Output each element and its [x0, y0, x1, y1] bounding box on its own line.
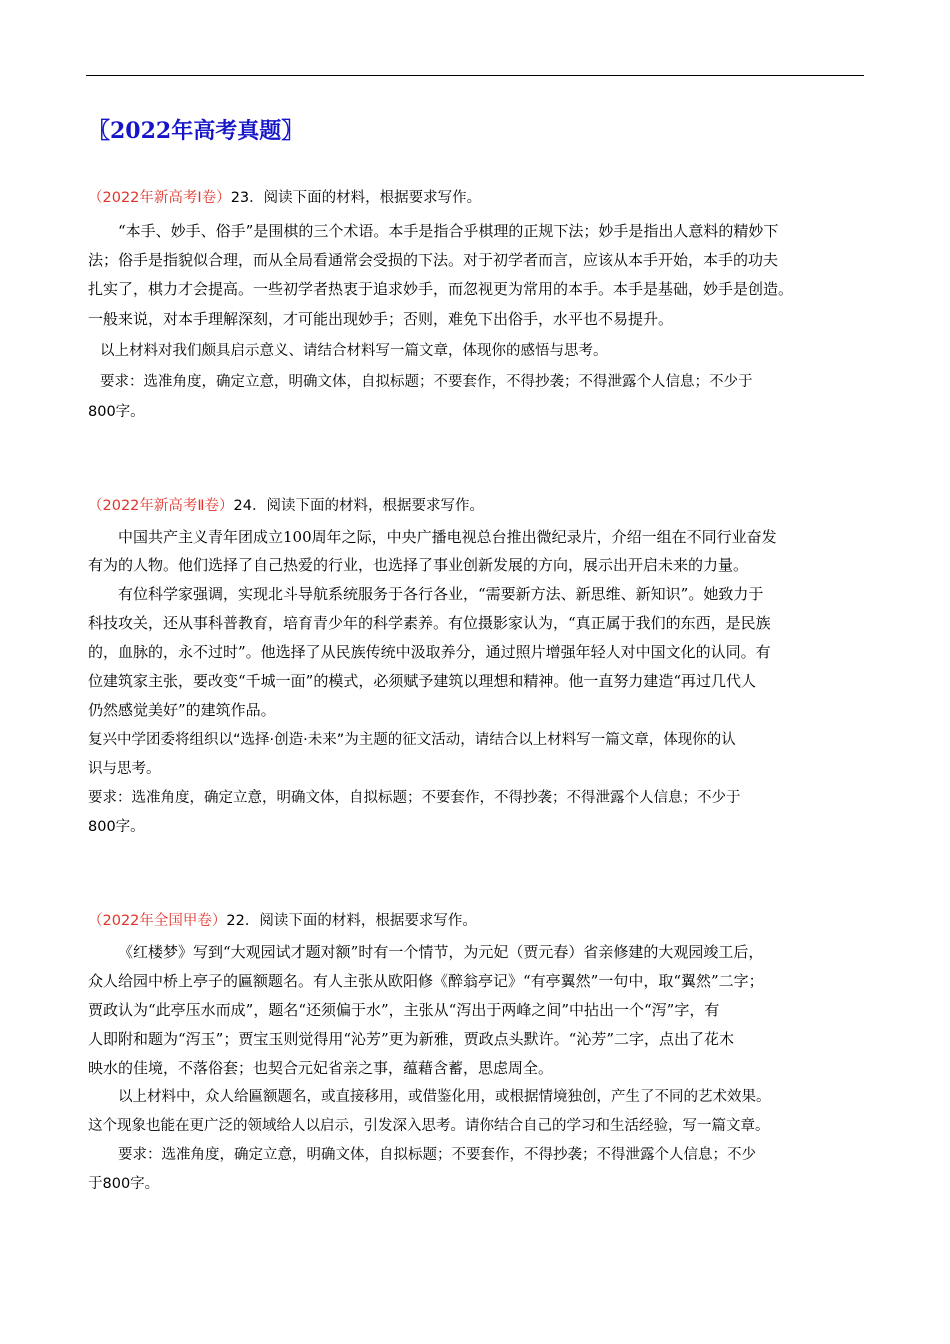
q3-heading-line: [88, 911, 878, 931]
q1-line: 800字。: [88, 404, 145, 420]
q1-line: 扎实了，棋力才会提高。一些初学者热衷于追求妙手，而忽视更为常用的本手。本手是基础，妙手是创造。: [88, 280, 794, 298]
q3-line: 人即附和题为“泻玉”；贾宝玉则觉得用“沁芳”更为新雅，贾政点头默许。“沁芳”二字，点出了花木: [88, 1030, 735, 1048]
q2-source: （2022年新高考Ⅱ卷）: [88, 498, 234, 514]
q2-line: 位建筑家主张，要改变“千城一面”的模式，必须赋予建筑以理想和精神。他一直努力建造“再过几代人: [88, 672, 757, 690]
q2-line: 的，血脉的，永不过时”。他选择了从民族传统中汲取养分，通过照片增强年轻人对中国文化的认同。有: [88, 643, 771, 661]
q3-line: 众人给园中桥上亭子的匾额题名。有人主张从欧阳修《醉翁亭记》“有亭翼然”一句中，取“翼然”二字；: [88, 972, 764, 990]
q3-line: 以上材料中，众人给匾额题名，或直接移用，或借鉴化用，或根据情境独创，产生了不同的艺术效果。: [118, 1089, 771, 1105]
q3-heading: 22．阅读下面的材料，根据要求写作。: [226, 913, 477, 929]
q1-source: （2022年新高考Ⅰ卷）: [88, 190, 231, 206]
q1-heading: 23．阅读下面的材料，根据要求写作。: [230, 190, 482, 206]
q1-line: 要求：选准角度，确定立意，明确文体，自拟标题；不要套作，不得抄袭；不得泄露个人信息；不少于: [100, 374, 753, 390]
q2-line: 仍然感觉美好”的建筑作品。: [88, 701, 276, 719]
q3-line: 贾政认为“此亭压水而成”，题名“还须偏于水”，主张从“泻出于两峰之间”中拈出一个“泻”字，有: [88, 1001, 720, 1019]
header-rule: [86, 75, 864, 76]
q3-line: 要求：选准角度，确定立意，明确文体，自拟标题；不要套作，不得抄袭；不得泄露个人信息；不少: [118, 1147, 756, 1163]
q3-source: （2022年全国甲卷）: [88, 913, 227, 929]
q2-heading-line: [88, 496, 878, 516]
q2-line: 800字。: [88, 819, 145, 835]
q1-line: 一般来说，对本手理解深刻，才可能出现妙手；否则，难免下出俗手，水平也不易提升。: [88, 310, 674, 328]
q1-line: 以上材料对我们颇具启示意义、请结合材料写一篇文章，体现你的感悟与思考。: [100, 343, 608, 359]
q1-line: “本手、妙手、俗手”是围棋的三个术语。本手是指合乎棋理的正规下法；妙手是指出人意料的精妙下: [118, 222, 779, 240]
q2-line: 科技攻关，还从事科普教育，培育青少年的科学素养。有位摄影家认为，“真正属于我们的东西，是民族: [88, 614, 771, 632]
q3-line: 《红楼梦》写到“大观园试才题对额”时有一个情节，为元妃（贾元春）省亲修建的大观园竣工后，: [118, 943, 764, 961]
q1-line: 法；俗手是指貌似合理，而从全局看通常会受损的下法。对于初学者而言，应该从本手开始，本手的功夫: [88, 251, 779, 269]
q2-line: 复兴中学团委将组织以“选择·创造·未来”为主题的征文活动，请结合以上材料写一篇文章，体现你的认: [88, 732, 736, 748]
q2-line: 中国共产主义青年团成立100周年之际，中央广播电视总台推出微纪录片，介绍一组在不同行业奋发: [118, 528, 777, 546]
q3-line: 这个现象也能在更广泛的领域给人以启示，引发深入思考。请你结合自己的学习和生活经验，写一篇文章。: [88, 1118, 770, 1134]
page-title: 〖2022年高考真题〗: [88, 118, 304, 144]
q3-line: 于800字。: [88, 1176, 160, 1192]
q2-line: 有为的人物。他们选择了自己热爱的行业，也选择了事业创新发展的方向，展示出开启未来的力量。: [88, 556, 749, 574]
q3-line: 映水的佳境，不落俗套；也契合元妃省亲之事，蕴藉含蓄，思虑周全。: [88, 1059, 554, 1077]
q2-line: 识与思考。: [88, 761, 161, 777]
q2-line: 有位科学家强调，实现北斗导航系统服务于各行各业，“需要新方法、新思维、新知识”。她致力于: [118, 585, 764, 603]
q1-heading-line: [88, 188, 878, 208]
q2-line: 要求：选准角度，确定立意，明确文体，自拟标题；不要套作，不得抄袭；不得泄露个人信息；不少于: [88, 790, 741, 806]
q2-heading: 24．阅读下面的材料，根据要求写作。: [233, 498, 484, 514]
